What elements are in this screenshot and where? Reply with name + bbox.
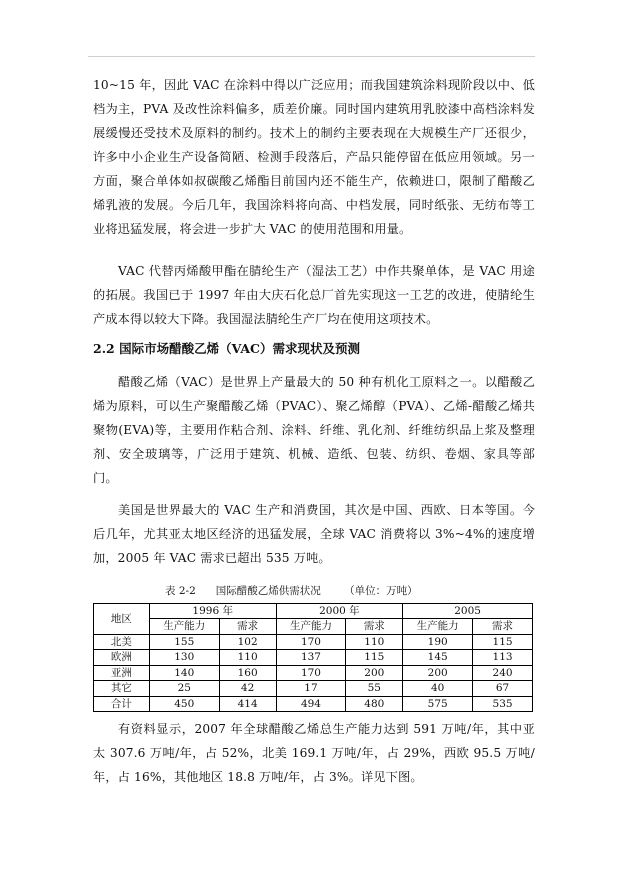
table-cell: 535 [473, 696, 533, 712]
year-header: 2005 [403, 604, 533, 619]
region-cell: 其它 [94, 681, 150, 697]
paragraph-capacity-2007: 有资料显示，2007 年全球醋酸乙烯总生产能力达到 591 万吨/年，其中亚太 307.6 万吨/年，占 52%，北美 169.1 万吨/年，占 29%，西欧 95.5 万吨/年，占 16%，其他地区 18.8 万吨/年，占 3%。详见下图。 [93, 722, 535, 784]
capacity-header: 生产能力 [276, 619, 346, 635]
table-cell: 414 [219, 696, 276, 712]
table-cell: 240 [473, 665, 533, 681]
year-header: 1996 年 [149, 604, 276, 619]
table-row [94, 665, 533, 681]
paragraph-coatings: 10~15 年，因此 VAC 在涂料中得以广泛应用；而我国建筑涂料现阶段以中、低档为主，PVA 及改性涂料偏多，质差价廉。同时国内建筑用乳胶漆中高档涂料发展缓慢还受技术及原料的制约。技术上的制约主要表现在大规模生产厂还很少，许多中小企业生产设备简陋、检测手段落后，产品只能停留在低应用领域。另一方面，聚合单体如叔碳酸乙烯酯目前国内还不能生产，依赖进口，限制了醋酸乙烯乳液的发展。今后几年，我国涂料将向高、中档发展，同时纸张、无纺布等工业将迅猛发展，将会进一步扩大 VAC 的使用范围和用量。 [93, 78, 535, 236]
table-cell: 190 [403, 634, 473, 650]
region-header: 地区 [94, 604, 150, 635]
capacity-header: 生产能力 [149, 619, 219, 635]
section-heading: 2.2 国际市场醋酸乙烯（VAC）需求现状及预测 [93, 341, 360, 356]
table-cell: 494 [276, 696, 346, 712]
table-cell: 575 [403, 696, 473, 712]
table-cell: 115 [346, 650, 403, 666]
demand-header: 需求 [346, 619, 403, 635]
table-row [94, 634, 533, 650]
capacity-header: 生产能力 [403, 619, 473, 635]
table-cell: 200 [346, 665, 403, 681]
table-cell: 17 [276, 681, 346, 697]
table-cell: 40 [403, 681, 473, 697]
table-cell: 155 [149, 634, 219, 650]
table-cell: 170 [276, 665, 346, 681]
demand-header: 需求 [473, 619, 533, 635]
table-cell: 480 [346, 696, 403, 712]
table-cell: 450 [149, 696, 219, 712]
table-cell: 200 [403, 665, 473, 681]
demand-header: 需求 [219, 619, 276, 635]
paragraph-vac-consumption: 美国是世界最大的 VAC 生产和消费国，其次是中国、西欧、日本等国。今后几年，尤其亚太地区经济的迅猛发展，全球 VAC 消费将以 3%~4%的速度增加，2005 年 VAC 需求已超出 535 万吨。 [93, 503, 535, 565]
table-row [94, 681, 533, 697]
table-cell: 110 [219, 650, 276, 666]
region-cell: 合计 [94, 696, 150, 712]
table-cell: 67 [473, 681, 533, 697]
supply-demand-table [93, 603, 533, 712]
table-cell: 160 [219, 665, 276, 681]
page-header-rule [88, 56, 535, 57]
paragraph-vac-intro: 醋酸乙烯（VAC）是世界上产量最大的 50 种有机化工原料之一。以醋酸乙烯为原料，可以生产聚醋酸乙烯（PVAC）、聚乙烯醇（PVA）、乙烯-醋酸乙烯共聚物(EVA)等，主要用作粘合剂、涂料、纤维、乳化剂、纤维纺织品上浆及整理剂、安全玻璃等，广泛用于建筑、机械、造纸、包装、纺织、卷烟、家具等部门。 [93, 375, 535, 485]
region-cell: 亚洲 [94, 665, 150, 681]
region-cell: 欧洲 [94, 650, 150, 666]
table-cell: 55 [346, 681, 403, 697]
year-header: 2000 年 [276, 604, 403, 619]
table-caption: 表 2-2 国际醋酸乙烯供需状况 （单位：万吨） [165, 585, 418, 597]
table-cell: 115 [473, 634, 533, 650]
table-cell: 102 [219, 634, 276, 650]
paragraph-acrylic-fiber: VAC 代替丙烯酸甲酯在腈纶生产（湿法工艺）中作共聚单体，是 VAC 用途的拓展。我国已于 1997 年由大庆石化总厂首先实现这一工艺的改进，使腈纶生产成本得以较大下降。我国湿法腈纶生产厂均在使用这项技术。 [93, 264, 535, 326]
table-cell: 130 [149, 650, 219, 666]
region-cell: 北美 [94, 634, 150, 650]
table-cell: 170 [276, 634, 346, 650]
table-row-total [94, 696, 533, 712]
table-cell: 110 [346, 634, 403, 650]
table-cell: 42 [219, 681, 276, 697]
table-cell: 113 [473, 650, 533, 666]
table-row [94, 650, 533, 666]
table-cell: 25 [149, 681, 219, 697]
table-cell: 140 [149, 665, 219, 681]
table-cell: 137 [276, 650, 346, 666]
table-cell: 145 [403, 650, 473, 666]
